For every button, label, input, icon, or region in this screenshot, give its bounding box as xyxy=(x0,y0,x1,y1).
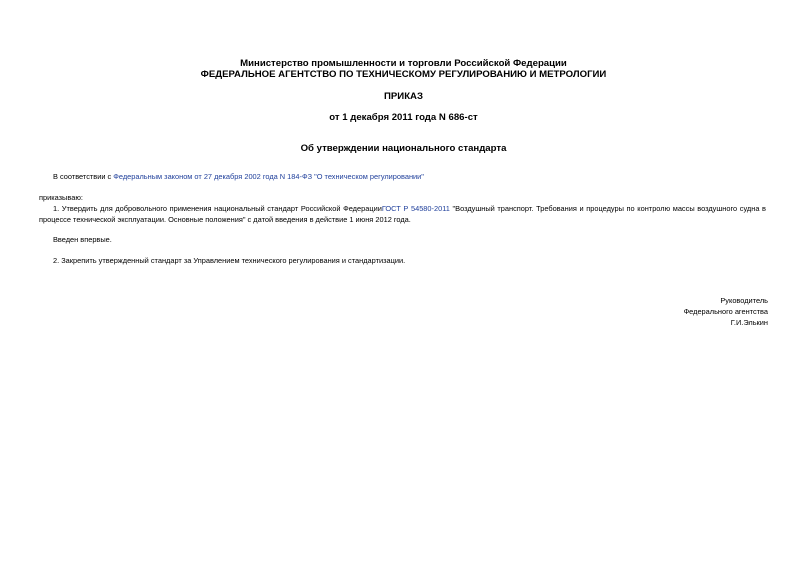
item-1-paragraph xyxy=(39,204,766,225)
ministry-name: Министерство промышленности и торговли Российской Федерации xyxy=(240,58,567,69)
document-subject: Об утверждении национального стандарта xyxy=(300,143,507,154)
signature-title: Руководитель xyxy=(720,296,768,305)
document-type: ПРИКАЗ xyxy=(384,91,423,102)
intro-paragraph xyxy=(53,172,424,183)
intro-prefix: В соответствии с xyxy=(53,172,114,181)
federal-law-link[interactable]: Федеральным законом от 27 декабря 2002 года N 184-ФЗ "О техническом регулировании" xyxy=(113,172,424,181)
item-1-prefix: 1. Утвердить для добровольного применения национальный стандарт Российской Федерации xyxy=(53,204,382,213)
document-date-number: от 1 декабря 2011 года N 686-ст xyxy=(329,112,478,123)
introduced-first-note: Введен впервые. xyxy=(53,235,112,244)
agency-name: ФЕДЕРАЛЬНОЕ АГЕНТСТВО ПО ТЕХНИЧЕСКОМУ РЕГУЛИРОВАНИЮ И МЕТРОЛОГИИ xyxy=(200,69,607,80)
order-word: приказываю: xyxy=(39,193,83,202)
gost-standard-link[interactable]: ГОСТ Р 54580-2011 xyxy=(381,204,450,213)
signature-agency: Федерального агентства xyxy=(683,307,768,316)
item-1-suffix: "Воздушный транспорт. Требования и процедуры по контролю массы воздушного судна в процессе технической эксплуатации. Основные положения" с датой введения в действие 1 июня 2012 года. xyxy=(39,204,766,224)
signature-name: Г.И.Элькин xyxy=(730,318,768,327)
item-2-paragraph: 2. Закрепить утвержденный стандарт за Управлением технического регулирования и стандартизации. xyxy=(53,256,406,265)
